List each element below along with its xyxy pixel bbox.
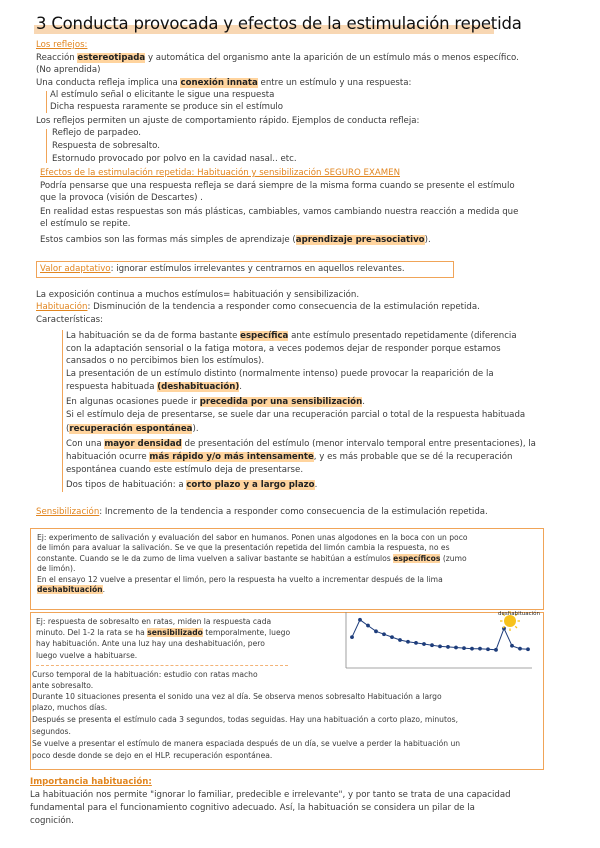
efectos-line-5: Estos cambios son las formas más simples de aprendizaje (aprendizaje pre-asociativo). [40,235,431,245]
importancia-line-3: cognición. [30,816,74,826]
habituacion-definition: Habituación: Disminución de la tendencia a responder como consecuencia de la estimulación repetida. [36,302,480,312]
list-bar [46,91,47,113]
box2-detail-6: poco desde donde se dejo en el HLP. recuperación espontánea. [32,751,273,760]
reflejos-heading: Los reflejos: [36,40,88,50]
box2-detail-1: Durante 10 situaciones presenta el sonido una vez al día. Se observa menos sobresalto Habituación a largo [32,692,442,701]
page-title: 3 Conducta provocada y efectos de la estimulación repetida [36,14,522,33]
box2-curso-1: Curso temporal de la habituación: estudio con ratas macho [32,670,258,679]
box1-line-1: Ej: experimento de salivación y evaluación del sabor en humanos. Ponen unas algodones en la boca con un poco [37,533,468,542]
example-box-salivacion [30,528,544,610]
box1-line-4: de limón). [37,564,76,574]
habituation-chart [332,606,542,678]
data-point [510,644,514,648]
data-point [422,642,426,646]
importancia-line-2: fundamental para el funcionamiento cognitivo adecuado. Así, la habituación se considera un pilar de la [30,803,475,813]
chart-annotation: deshabituación [498,611,541,617]
caracteristicas-label: Características: [36,315,103,325]
reflejo-example-2: Respuesta de sobresalto. [52,141,161,151]
reflejos-line-6: Los reflejos permiten un ajuste de comportamiento rápido. Ejemplos de conducta refleja: [36,116,420,126]
data-point [350,635,354,639]
box1-line-2: de limón para avaluar la salivación. Se ve que la presentación repetida del limón cambia la respuesta, no es [37,543,450,553]
data-point [438,644,442,648]
data-point [454,646,458,650]
box1-line-3: constante. Cuando se le da zumo de lima vuelven a salivar bastante se habitúan a estímulos específicos (zumo [37,553,467,563]
valor-adaptativo-box: Valor adaptativo: ignorar estímulos irrelevantes y centrarnos en aquellos relevantes. [36,261,454,278]
box2-detail-4: segundos. [32,727,71,736]
data-point [486,647,490,651]
importancia-line-1: La habituación nos permite "ignorar lo familiar, predecible e irrelevante", y por tanto se trata de una capacidad [30,790,511,800]
efectos-line-4: el estímulo se repite. [40,219,131,229]
box2-detail-5: Se vuelve a presentar el estímulo de manera espaciada después de un día, se vuelve a perder la habituación un [32,739,461,748]
caract-1b: con la adaptación sensorial o la fatiga motora, a veces podemos dejar de responder porque estamos [66,344,501,354]
data-point [358,618,362,622]
data-point [462,646,466,650]
caract-5: Con una mayor densidad de presentación del estímulo (menor intervalo temporal entre presentaciones), la [66,439,536,449]
data-point [414,641,418,645]
caract-5b: habituación ocurre más rápido y/o más intensamente, y es más probable que se dé la recuperación [66,452,513,462]
box2-line-4: luego vuelve a habituarse. [36,651,138,660]
box1-line-5: En el ensayo 12 vuelve a presentar el limón, pero la respuesta ha vuelto a incrementar después de la lima [37,574,443,584]
efectos-line-2: que la provoca (visión de Descartes) . [40,193,203,203]
box2-detail-2: plazo, muchos días. [32,703,108,712]
caract-2: La presentación de un estímulo distinto (normalmente intenso) puede provocar la reaparición de la [66,369,494,379]
efectos-line-3: En realidad estas respuestas son más plásticas, cambiables, vamos cambiando nuestra reacción a medida que [40,207,519,217]
data-point [518,647,522,651]
list-bar [46,129,47,163]
reflejos-line-4: Al estímulo señal o elicitante le sigue una respuesta [50,90,275,100]
reflejos-line-3: Una conducta refleja implica una conexión innata entre un estímulo y una respuesta: [36,78,412,88]
sensibilizacion-definition: Sensibilización: Incremento de la tendencia a responder como consecuencia de la estimulación repetida. [36,507,488,517]
data-point [470,647,474,651]
data-point [382,632,386,636]
box1-line-6: deshabituación. [37,585,105,595]
caract-1c: cansados o no percibimos bien los estímulos). [66,356,265,366]
caract-4: Si el estímulo deja de presentarse, se suele dar una recuperación parcial o total de la respuesta habituada [66,410,526,420]
reflejos-line-5: Dicha respuesta raramente se produce sin el estímulo [50,102,284,112]
box2-detail-3: Después se presenta el estímulo cada 3 segundos, todas seguidas. Hay una habituación a corto plazo, minutos, [32,715,458,724]
data-point [398,638,402,642]
caract-5c: espontánea cuando este estímulo deja de presentarse. [66,465,304,475]
box2-curso-2: ante sobresalto. [32,681,94,690]
data-point [390,635,394,639]
data-point [494,648,498,652]
caract-3: En algunas ocasiones puede ir precedida por una sensibilización. [66,397,365,407]
caract-4b: (recuperación espontánea). [66,424,199,434]
box2-line-2: minuto. Del 1-2 la rata se ha sensibilizado temporalmente, luego [36,628,291,637]
list-bar [62,330,63,492]
efectos-line-1: Podría pensarse que una respuesta refleja se dará siempre de la misma forma cuando se presente el estímulo [40,181,515,191]
importancia-heading: Importancia habituación: [30,777,152,787]
reflejos-line-2: (No aprendida) [36,65,101,75]
data-point [430,643,434,647]
data-point [374,629,378,633]
data-point [406,640,410,644]
reflejo-example-1: Reflejo de parpadeo. [52,128,141,138]
box2-line-1: Ej: respuesta de sobresalto en ratas, miden la respuesta cada [36,617,272,626]
efectos-heading: Efectos de la estimulación repetida: Habituación y sensibilización SEGURO EXAMEN [40,168,400,178]
data-point [446,645,450,649]
data-point [526,647,530,651]
data-point [366,624,370,628]
caract-2b: respuesta habituada (deshabituación). [66,382,243,392]
habituacion-intro: La exposición continua a muchos estímulos= habituación y sensibilización. [36,290,360,300]
reflejo-example-3: Estornudo provocado por polvo en la cavidad nasal.. etc. [52,154,297,164]
data-point [478,647,482,651]
box2-divider [36,665,288,666]
caract-6: Dos tipos de habituación: a corto plazo y a largo plazo. [66,480,318,490]
reflejos-line-1: Reacción estereotipada y automática del organismo ante la aparición de un estímulo más o menos específico. [36,53,519,63]
box2-line-3: hay habituación. Ante una luz hay una deshabituación, pero [36,639,265,648]
caract-1: La habituación se da de forma bastante específica ante estímulo presentado repetidamente (diferencia [66,331,517,341]
